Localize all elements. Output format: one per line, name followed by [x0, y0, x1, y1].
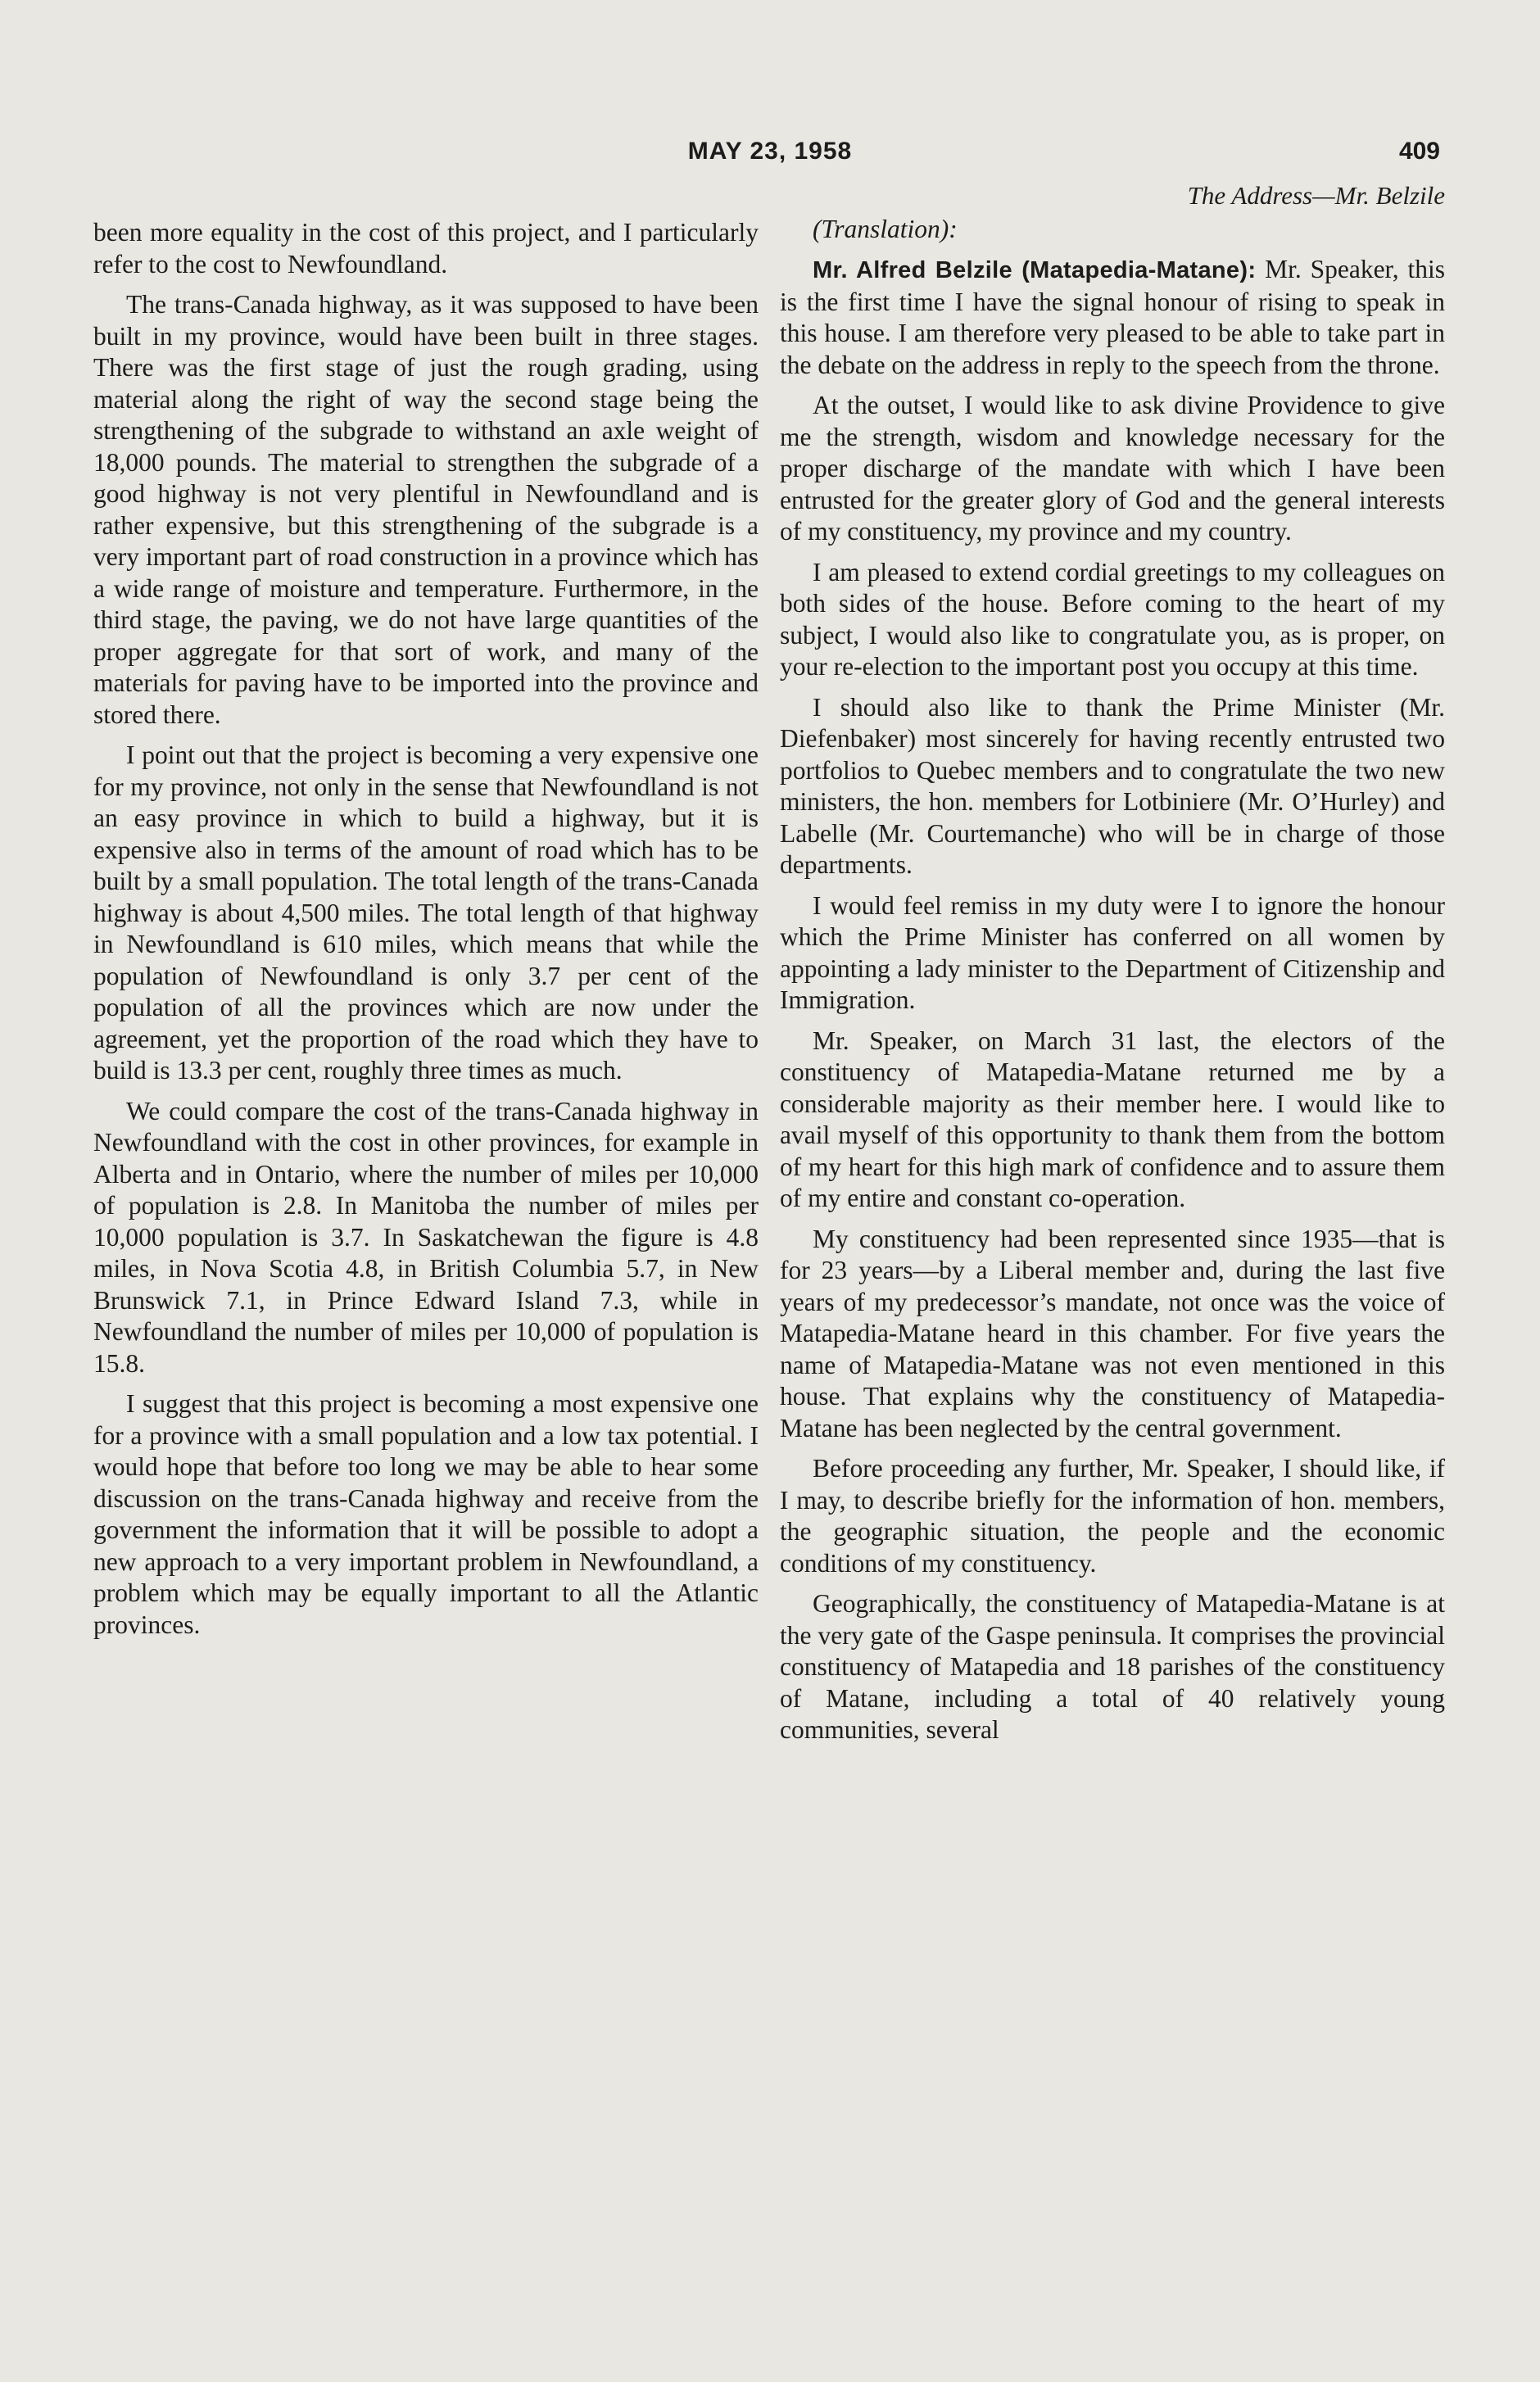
speaker-name: Mr. Alfred Belzile (Matapedia-Matane):: [813, 257, 1257, 283]
paragraph: The trans-Canada highway, as it was supposed to have been built in my province, would have been built in three stages. There was the first stage of just the rough grading, using material along the right of way the second stage being the strengthening of the subgrade to withstand an axle weight of 18,000 pounds. The material to strengthen the subgrade of a good highway is not very plentiful in Newfoundland and is rather expensive, but this strengthening of the subgrade is a very important part of road construction in a province which has a wide range of moisture and temperature. Furthermore, in the third stage, the paving, we do not have large quantities of the proper aggregate for that sort of work, and many of the materials for paving have to be imported into the province and stored there.: [93, 290, 759, 729]
running-head: The Address—Mr. Belzile: [1187, 181, 1445, 210]
speaker-paragraph: [780, 254, 1445, 381]
paragraph: At the outset, I would like to ask divine Providence to give me the strength, wisdom and knowledge necessary for the proper discharge of the mandate with which I have been entrusted for the greater glory of God and the general interests of my constituency, my province and my country.: [780, 391, 1445, 546]
paragraph: I should also like to thank the Prime Minister (Mr. Diefenbaker) most sincerely for having recently entrusted two portfolios to Quebec members and to congratulate the two new ministers, the hon. members for Lotbiniere (Mr. O’Hurley) and Labelle (Mr. Courtemanche) who will be in charge of those departments.: [780, 692, 1445, 879]
paragraph: Before proceeding any further, Mr. Speaker, I should like, if I may, to describe briefly for the information of hon. members, the geographic situation, the people and the economic conditions of my constituency.: [780, 1454, 1445, 1578]
paragraph: Geographically, the constituency of Matapedia-Matane is at the very gate of the Gaspe peninsula. It comprises the provincial constituency of Matapedia and 18 parishes of the constituency of Matane, including a total of 40 relatively young communities, several: [780, 1589, 1445, 1744]
paragraph: I suggest that this project is becoming a most expensive one for a province with a small population and a low tax potential. I would hope that before too long we may be able to hear some discussion on the trans-Canada highway and receive from the government the information that it will be possible to adopt a new approach to a very important problem in Newfoundland, a problem which may be equally important to all the Atlantic provinces.: [93, 1389, 759, 1639]
paragraph: I am pleased to extend cordial greetings to my colleagues on both sides of the house. Before coming to the heart of my subject, I would also like to congratulate you, as is proper, on your re-election to the important post you occupy at this time.: [780, 557, 1445, 681]
page-date: MAY 23, 1958: [687, 138, 853, 165]
speaker-text: Mr. Speaker, this is the first time I have the signal honour of rising to speak in this house. I am therefore very pleased to be able to take part in the debate on the address in reply to the speech from the throne.: [780, 255, 1445, 379]
paragraph: Mr. Speaker, on March 31 last, the electors of the constituency of Matapedia-Matane returned me by a considerable majority as their member here. I would like to avail myself of this opportunity to thank them from the bottom of my heart for this high mark of confidence and to assure them of my entire and constant co-operation.: [780, 1026, 1445, 1212]
page-number: 409: [1398, 138, 1440, 165]
paragraph: I point out that the project is becoming a very expensive one for my province, not only in the sense that Newfoundland is not an easy province in which to build a highway, but it is expensive also in terms of the amount of road which has to be built by a small population. The total length of the trans-Canada highway is about 4,500 miles. The total length of that highway in Newfoundland is 610 miles, which means that while the population of Newfoundland is only 3.7 per cent of the population of all the provinces which are now under the agreement, yet the proportion of the road which they have to build is 13.3 per cent, roughly three times as much.: [93, 740, 759, 1085]
page-header: [0, 138, 1540, 179]
translation-note: (Translation):: [813, 214, 958, 243]
paragraph: I would feel remiss in my duty were I to ignore the honour which the Prime Minister has conferred on all women by appointing a lady minister to the Department of Citizenship and Immigration.: [780, 890, 1445, 1014]
paragraph: We could compare the cost of the trans-Canada highway in Newfoundland with the cost in other provinces, for example in Alberta and in Ontario, where the number of miles per 10,000 of population is 2.8. In Manitoba the number of miles per 10,000 population is 3.7. In Saskatchewan the figure is 4.8 miles, in Nova Scotia 4.8, in British Columbia 5.7, in New Brunswick 7.1, in Prince Edward Island 7.3, while in Newfoundland the number of miles per 10,000 of population is 15.8.: [93, 1096, 759, 1378]
paragraph: been more equality in the cost of this project, and I particularly refer to the cost to Newfoundland.: [93, 218, 759, 279]
paragraph: My constituency had been represented since 1935—that is for 23 years—by a Liberal member and, during the last five years of my predecessor’s mandate, not once was the voice of Matapedia-Matane heard in this chamber. For five years the name of Matapedia-Matane was not even mentioned in this house. That explains why the constituency of Matapedia-Matane has been neglected by the central government.: [780, 1224, 1445, 1442]
left-column: [93, 217, 759, 1650]
right-column: [780, 180, 1445, 1755]
